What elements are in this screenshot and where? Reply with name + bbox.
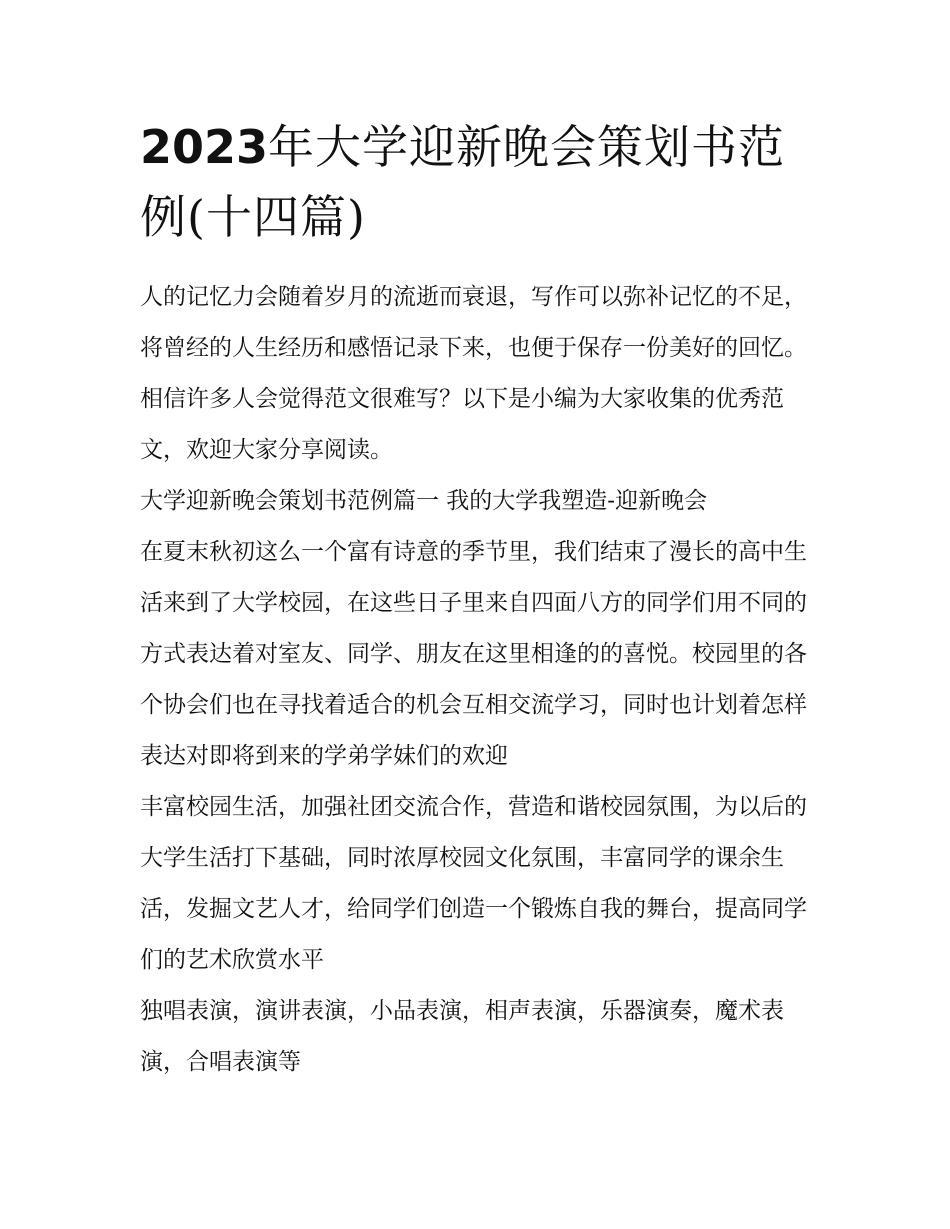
section-heading: 大学迎新晚会策划书范例篇一 我的大学我塑造-迎新晚会: [140, 488, 708, 514]
purpose-paragraph: 丰富校园生活，加强社团交流合作，营造和谐校园氛围，为以后的大学生活打下基础，同时浓厚校园文化氛围，丰富同学的课余生活，发掘文艺人才，给同学们创造一个锻炼自我的舞台，提高同学们的艺术欣赏水平: [140, 794, 807, 973]
program-paragraph: 独唱表演，演讲表演，小品表演，相声表演，乐器演奏，魔术表演，合唱表演等: [140, 998, 784, 1075]
document-title: [140, 112, 816, 252]
title-text: 年大学迎新晚会策划书范例(十四篇): [140, 120, 786, 244]
intro-paragraph: 人的记忆力会随着岁月的流逝而衰退，写作可以弥补记忆的不足，将曾经的人生经历和感悟记录下来，也便于保存一份美好的回忆。相信许多人会觉得范文很难写？以下是小编为大家收集的优秀范文，欢迎大家分享阅读。: [140, 284, 807, 463]
document-page: [140, 112, 816, 1088]
background-paragraph: 在夏末秋初这么一个富有诗意的季节里，我们结束了漫长的高中生活来到了大学校园，在这些日子里来自四面八方的同学们用不同的方式表达着对室友、同学、朋友在这里相逢的的喜悦。校园里的各个协会们也在寻找着适合的机会互相交流学习，同时也计划着怎样表达对即将到来的学弟学妹们的欢迎: [140, 539, 807, 769]
title-year: 2023: [140, 120, 269, 174]
